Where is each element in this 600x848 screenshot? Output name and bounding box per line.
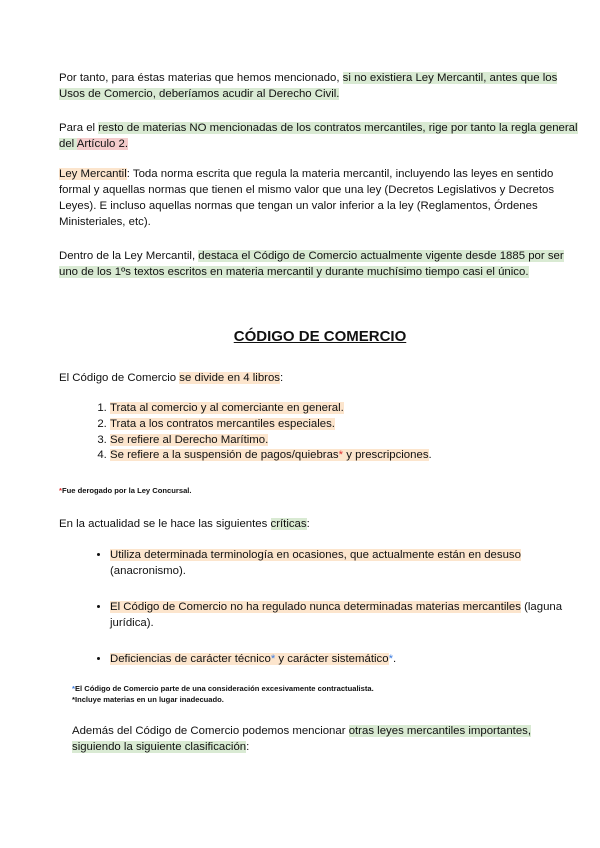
list-item <box>110 599 590 631</box>
p6-colon: : <box>306 518 310 530</box>
criticas-list <box>90 547 590 667</box>
p1-text: Por tanto, para éstas materias que hemos mencionado, <box>59 72 343 84</box>
footnote-text: *Incluye materias en un lugar inadecuado. <box>72 695 224 704</box>
critica-3-highlight: Deficiencias de carácter técnico <box>110 653 271 665</box>
critica-1-note: (anacronismo). <box>110 565 186 577</box>
p2-highlight: resto de materias NO mencionadas de los contratos mercantiles, rige por tanto la regla general del <box>59 122 578 150</box>
p1-highlight: si no existiera Ley Mercantil, antes que los Usos de Comercio, deberíamos acudir al Derecho Civil. <box>59 72 558 100</box>
p5-colon: : <box>279 372 284 384</box>
critica-2-note: (laguna jurídica). <box>110 601 563 629</box>
list-item <box>110 448 590 464</box>
p2-text: Para el <box>59 122 99 134</box>
critica-1-highlight: Utiliza determinada terminología en ocasiones, que actualmente están en desuso <box>110 549 521 561</box>
critica-3-highlight-b: y carácter sistemático <box>275 653 389 665</box>
footnote-lugar-inadecuado <box>72 695 224 705</box>
book-3-text: Se refiere al Derecho Marítimo. <box>110 433 269 446</box>
list-item <box>110 547 590 579</box>
list-item <box>110 417 590 433</box>
p4-text: Dentro de la Ley Mercantil, <box>59 250 199 262</box>
list-item <box>110 401 590 417</box>
section-heading: CÓDIGO DE COMERCIO <box>233 328 407 345</box>
p6-text: En la actualidad se le hace las siguientes <box>59 518 271 530</box>
paragraph-libros-intro <box>59 370 584 386</box>
p2-articulo-highlight: Artículo 2. <box>76 138 129 150</box>
p3-term-highlight: Ley Mercantil <box>59 168 127 180</box>
critica-2-highlight: El Código de Comercio no ha regulado nunca determinadas materias mercantiles <box>110 601 521 613</box>
book-2-text: Trata a los contratos mercantiles especiales. <box>110 417 335 430</box>
p7-colon: : <box>246 741 250 753</box>
p5-highlight: se divide en 4 libros <box>179 372 280 384</box>
p4-highlight: destaca el Código de Comercio actualmente vigente desde 1885 por ser uno de los 1ºs textos escritos en materia mercantil y durante muchísimo tiempo casi el único. <box>59 250 564 278</box>
footnote-star-red: * <box>338 449 344 462</box>
footnote-derogado <box>59 486 192 496</box>
book-4-text: Se refiere a la suspensión de pagos/quiebras <box>110 449 339 462</box>
footnote-star-blue: * <box>72 684 75 693</box>
p7-text: Además del Código de Comercio podemos mencionar <box>72 725 349 737</box>
footnote-star-blue: * <box>388 653 393 665</box>
footnote-contractualista <box>72 684 374 694</box>
critica-3-period: . <box>393 653 397 665</box>
book-1-text: Trata al comercio y al comerciante en general. <box>110 402 344 414</box>
footnote-text: Fue derogado por la Ley Concursal. <box>61 486 192 495</box>
footnote-star-red: * <box>59 486 62 495</box>
list-item <box>110 651 590 667</box>
footnote-text: El Código de Comercio parte de una consideración excesivamente contractualista. <box>74 684 374 693</box>
p3-text: : Toda norma escrita que regula la materia mercantil, incluyendo las leyes en sentido formal y aquellas normas que tienen el mismo valor que una ley (Decretos Legislativos y Decretos Leyes). E incluso aquellas normas que tengan un valor inferior a la ley (Reglamentos, Órdenes Ministeriales, etc). <box>59 168 555 228</box>
paragraph-usos-comercio <box>59 70 584 102</box>
paragraph-resto-materias <box>59 120 584 152</box>
book-4-period: . <box>428 449 432 462</box>
p6-highlight: críticas <box>270 518 307 530</box>
paragraph-codigo-comercio-vigente <box>59 248 584 280</box>
p5-text: El Código de Comercio <box>59 372 180 384</box>
paragraph-otras-leyes <box>72 723 582 755</box>
p7-highlight: otras leyes mercantiles importantes, siguiendo la siguiente clasificación <box>72 725 532 753</box>
paragraph-ley-mercantil <box>59 166 584 230</box>
book-4-tail: y prescripciones <box>343 449 429 462</box>
books-list <box>90 401 590 464</box>
list-item <box>110 433 590 449</box>
paragraph-criticas-intro <box>59 516 584 532</box>
footnote-star-blue: * <box>270 653 276 665</box>
